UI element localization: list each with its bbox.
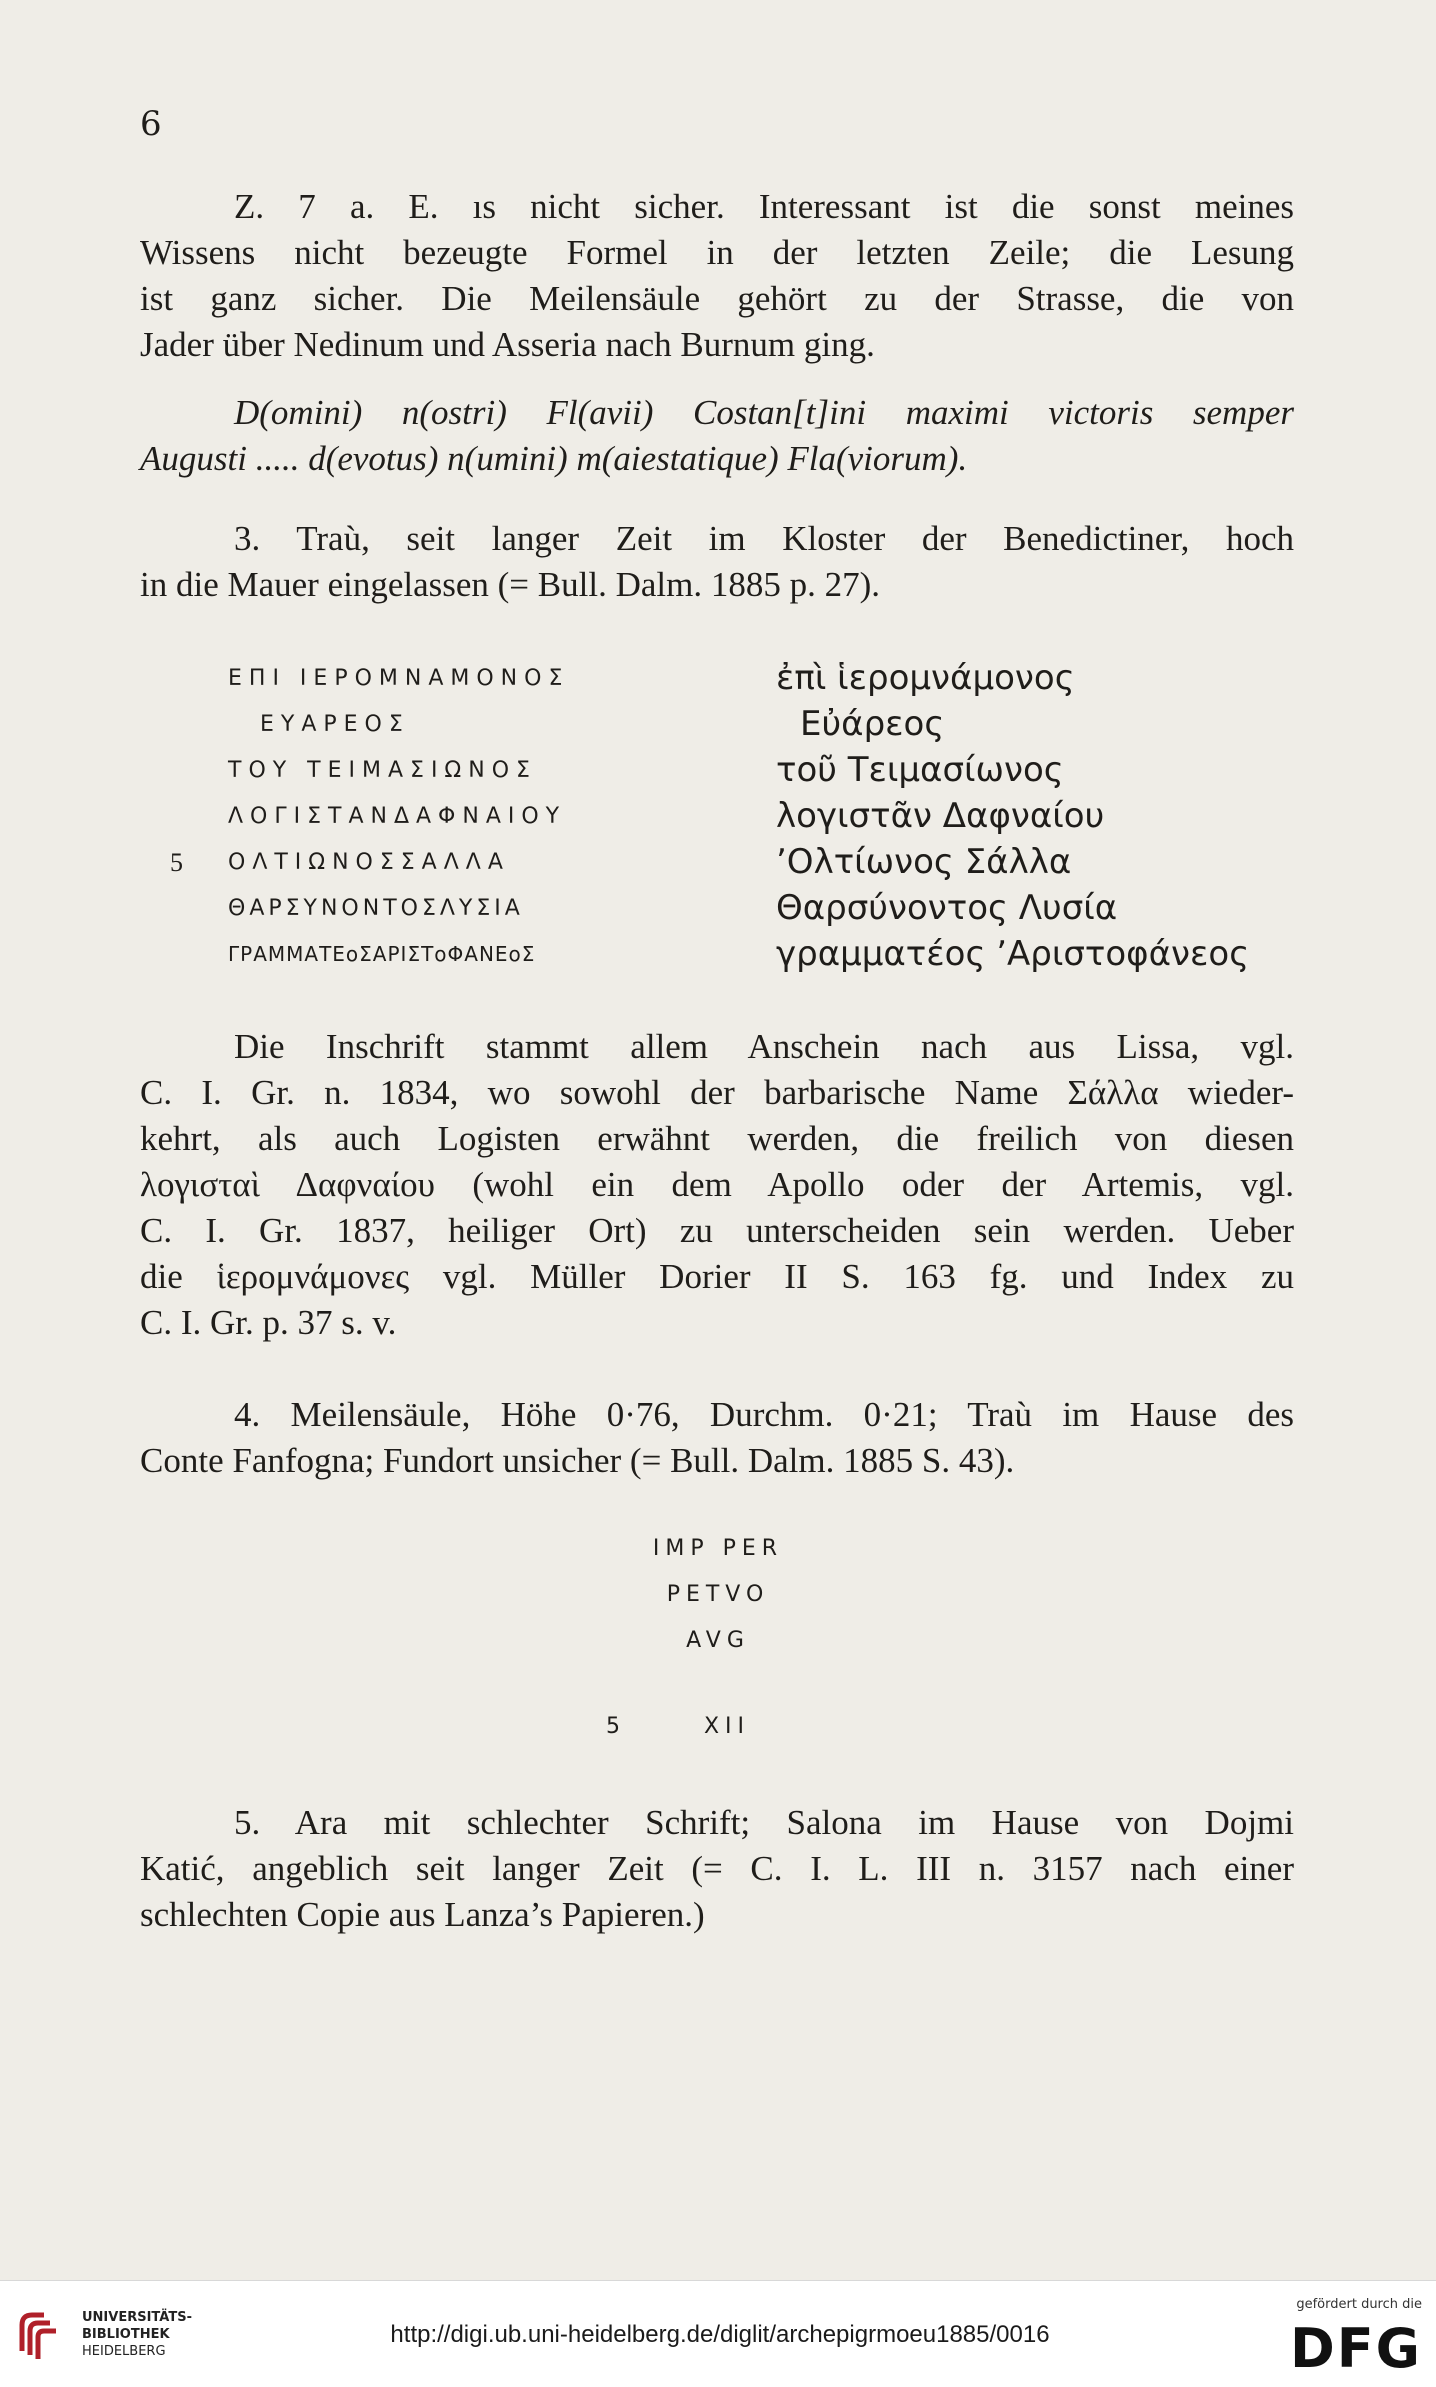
text-line: Augusti ..... d(evotus) n(umini) m(aiestatique) Fla(viorum). (140, 439, 968, 478)
library-line-2: BIBLIOTHEK (82, 2327, 170, 2342)
latin-inscription-line: PETVO (666, 1582, 770, 1607)
inscription-capitals: ΕΥΑΡΕΟΣ (260, 712, 410, 737)
dfg-logo: DFG (1289, 2317, 1422, 2380)
inscription-capitals: ΛΟΓΙΣΤΑΝΔΑΦΝΑΙΟΥ (228, 804, 567, 829)
text-line: Z. 7 a. E. ıs nicht sicher. Interessant ist die sonst meines (234, 187, 1294, 226)
text-line: ist ganz sicher. Die Meilensäule gehört zu der Strasse, die von (140, 279, 1294, 318)
inscription-row (140, 932, 1294, 978)
text-line: 5. Ara mit schlechter Schrift; Salona im Hause von Dojmi (234, 1803, 1294, 1842)
paragraph-1 (140, 184, 1294, 368)
inscription-transcription: γραμματέος ’Αριστοφάνεος (776, 934, 1250, 974)
text-line: Katić, angeblich seit langer Zeit (= C. I. L. III n. 3157 nach einer (140, 1849, 1294, 1888)
paragraph-6 (140, 1800, 1294, 1938)
inscription-transcription: λογιστᾶν Δαφναίου (776, 796, 1105, 836)
latin-inscription-line: IMP PER (652, 1536, 784, 1561)
inscription-transcription: Εὐάρεος (800, 704, 945, 744)
inscription-capitals: ΕΠΙ ΙΕΡΟΜΝΑΜΟΝΟΣ (228, 666, 570, 691)
text-line: die ἱερομνάμονες vgl. Müller Dorier II S. 163 fg. und Index zu (140, 1257, 1294, 1296)
library-line-1: UNIVERSITÄTS- (82, 2310, 192, 2325)
library-name (82, 2309, 192, 2360)
greek-inscription (140, 656, 1294, 978)
inscription-row (140, 886, 1294, 932)
text-line: Wissens nicht bezeugte Formel in der letzten Zeile; die Lesung (140, 233, 1294, 272)
text-line: C. I. Gr. p. 37 s. v. (140, 1303, 397, 1342)
line-number: 5 (170, 848, 183, 877)
latin-inscription-line: 5 XII (605, 1714, 750, 1739)
text-line: schlechten Copie aus Lanza’s Papieren.) (140, 1895, 705, 1934)
inscription-row (140, 702, 1294, 748)
text-line: Die Inschrift stammt allem Anschein nach aus Lissa, vgl. (234, 1027, 1294, 1066)
latin-inscription-line: AVG (686, 1628, 750, 1653)
inscription-transcription: ἐπὶ ἱερομνάμονος (776, 658, 1075, 698)
text-line: λογισταὶ Δαφναίου (wohl ein dem Apollo oder der Artemis, vgl. (140, 1165, 1294, 1204)
inscription-row (140, 748, 1294, 794)
footer-bar (0, 2280, 1436, 2387)
inscription-row (140, 656, 1294, 702)
text-line: Conte Fanfogna; Fundort unsicher (= Bull. Dalm. 1885 S. 43). (140, 1441, 1015, 1480)
paragraph-2-expansion (140, 390, 1294, 482)
text-line: 3. Traù, seit langer Zeit im Kloster der Benedictiner, hoch (234, 519, 1294, 558)
paragraph-4 (140, 1024, 1294, 1346)
permalink[interactable]: http://digi.ub.uni-heidelberg.de/diglit/archepigrmoeu1885/0016 (390, 2321, 1050, 2348)
inscription-capitals: ΘΑΡΣΥΝΟΝΤΟΣΛΥΣΙΑ (228, 896, 524, 921)
inscription-transcription: τοῦ Τειμασίωνος (776, 750, 1064, 790)
text-line: in die Mauer eingelassen (= Bull. Dalm. 1885 p. 27). (140, 565, 881, 604)
paragraph-5 (140, 1392, 1294, 1484)
inscription-capitals: ΤΟΥ ΤΕΙΜΑΣΙΩΝΟΣ (228, 758, 537, 783)
text-line: C. I. Gr. 1837, heiliger Ort) zu unterscheiden sein werden. Ueber (140, 1211, 1294, 1250)
library-line-3: HEIDELBERG (82, 2344, 166, 2359)
inscription-capitals: ΓΡΑΜΜΑΤΕοΣΑΡΙΣΤοΦΑΝΕοΣ (228, 942, 536, 966)
inscription-capitals: ΟΛΤΙΩΝΟΣΣΑΛΛΑ (228, 850, 510, 875)
inscription-row (140, 794, 1294, 840)
text-line: Jader über Nedinum und Asseria nach Burnum ging. (140, 325, 875, 364)
text-line: D(omini) n(ostri) Fl(avii) Costan[t]ini maximi victoris semper (234, 393, 1294, 432)
funding-caption: gefördert durch die (1296, 2297, 1422, 2312)
page-number: 6 (140, 104, 162, 144)
text-line: C. I. Gr. n. 1834, wo sowohl der barbarische Name Σάλλα wieder- (140, 1073, 1294, 1112)
text-line: kehrt, als auch Logisten erwähnt werden, die freilich von diesen (140, 1119, 1294, 1158)
inscription-transcription: ’Ολτίωνος Σάλλα (776, 842, 1072, 882)
library-logo-icon (14, 2303, 74, 2363)
inscription-row (140, 840, 1294, 886)
text-line: 4. Meilensäule, Höhe 0·76, Durchm. 0·21; Traù im Hause des (234, 1395, 1294, 1434)
paragraph-3 (140, 516, 1294, 608)
inscription-transcription: Θαρσύνοντος Λυσία (776, 888, 1118, 928)
